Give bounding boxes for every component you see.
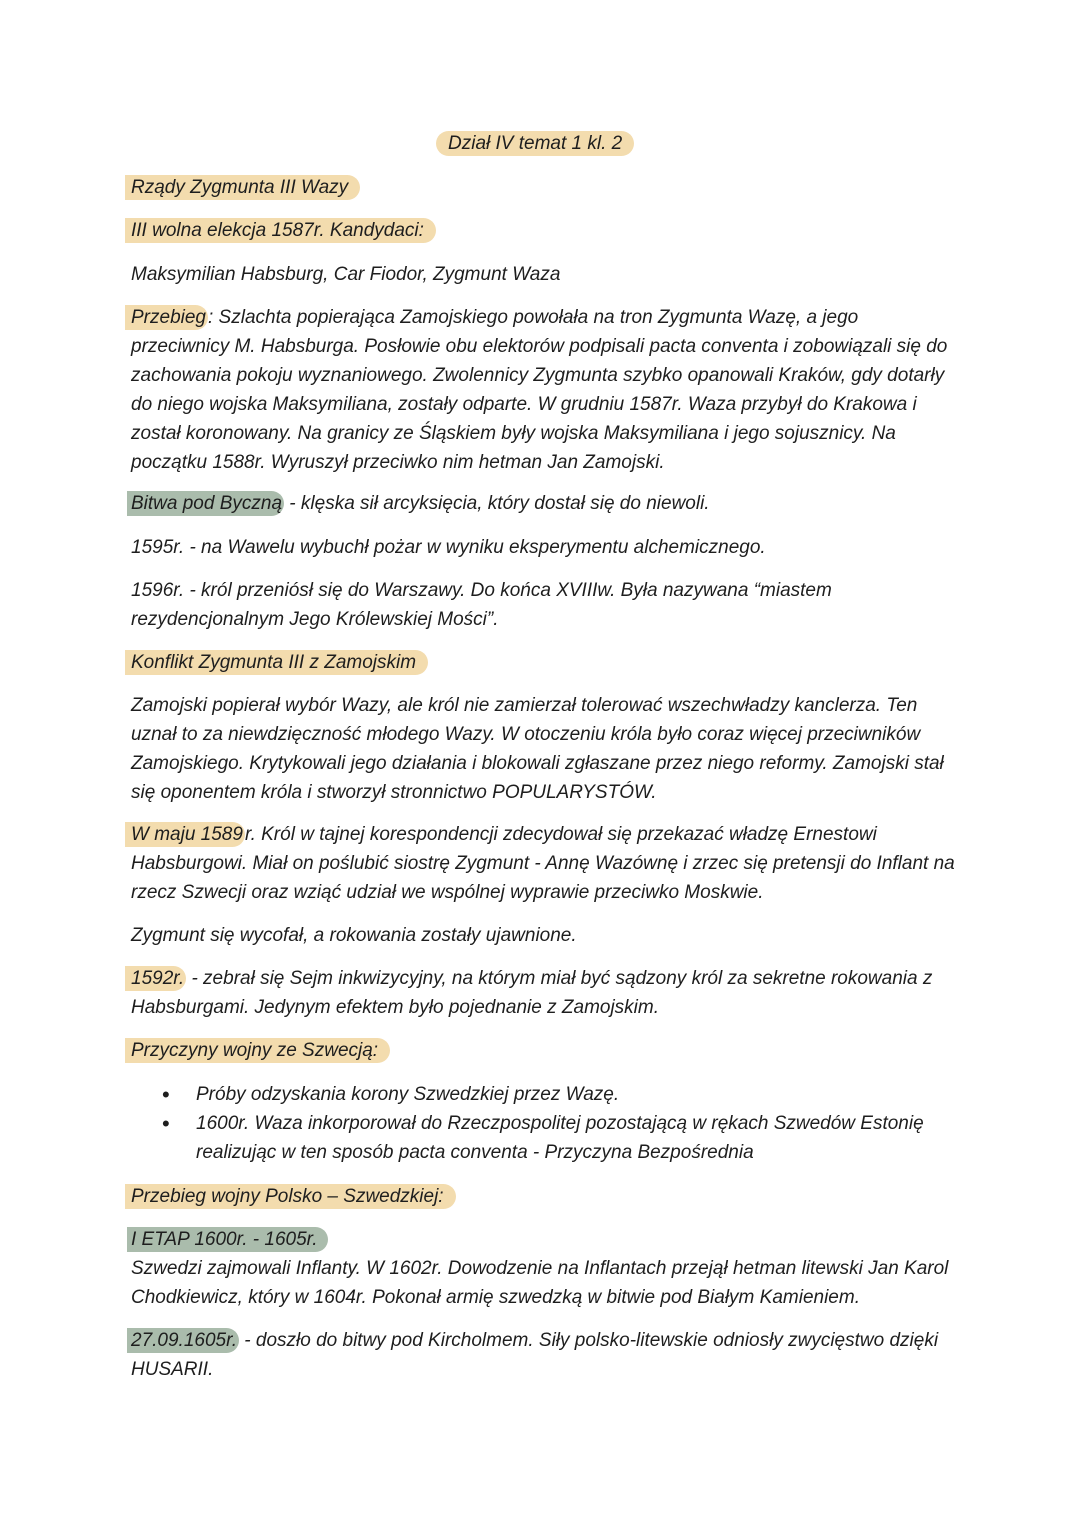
wycofal-paragraph: Zygmunt się wycofał, a rokowania zostały ujawnione.	[131, 925, 577, 946]
maj1589-text: r. Król w tajnej korespondencji zdecydował się przekazać władzę Ernestowi Habsburgowi. Miał on poślubić siostrę Zygmunt - Annę Wazównę i zrzec się pretensji do Inflant na rzecz Szwecji oraz wziąć udział we wspólnej wyprawie przeciwko Moskwie.	[131, 824, 955, 903]
heading-przyczyny	[131, 1036, 961, 1065]
konflikt-paragraph: Zamojski popierał wybór Wazy, ale król nie zamierzał tolerować wszechwładzy kanclerza. Ten uznał to za niewdzięczność młodego Wazy. W otoczeniu króla było coraz więcej przeciwników Zamojskiego. Krytykowali jego działania i blokowali zgłaszane przez niego reformy. Zamojski stał się oponentem króla i stworzył stronnictwo POPULARYSTÓW.	[131, 695, 944, 803]
heading-konflikt-text: Konflikt Zygmunta III z Zamojskim	[125, 650, 428, 675]
p1592-paragraph	[131, 964, 961, 1022]
heading-elekcja-text: III wolna elekcja 1587r. Kandydaci:	[125, 218, 436, 243]
heading-rzady	[131, 173, 961, 202]
title-highlight: Dział IV temat 1 kl. 2	[436, 131, 634, 156]
kircholm-paragraph	[131, 1326, 961, 1384]
list-item: • Próby odzyskania korony Szwedzkiej przez Wazę.	[160, 1080, 940, 1109]
przebieg-paragraph	[131, 303, 961, 477]
heading-przebieg-wojny-text: Przebieg wojny Polsko – Szwedzkiej:	[125, 1184, 456, 1209]
heading-etap1	[131, 1225, 961, 1254]
list-item: • 1600r. Waza inkorporował do Rzeczpospolitej pozostającą w rękach Szwedów Estonię realizując w ten sposób pacta conventa - Przyczyna Bezpośrednia	[160, 1109, 940, 1167]
byczyna-label: Bitwa pod Byczną	[127, 491, 284, 516]
heading-przyczyny-text: Przyczyny wojny ze Szwecją:	[125, 1038, 390, 1063]
candidates-paragraph: Maksymilian Habsburg, Car Fiodor, Zygmunt Waza	[131, 264, 561, 285]
etap1-paragraph: Szwedzi zajmowali Inflanty. W 1602r. Dowodzenie na Inflantach przejął hetman litewski Jan Karol Chodkiewicz, który w 1604r. Pokonał armię szwedzką w bitwie pod Białym Kamieniem.	[131, 1258, 949, 1308]
heading-konflikt	[131, 648, 961, 677]
byczyna-paragraph	[131, 489, 961, 518]
byczyna-text: - klęska sił arcyksięcia, który dostał się do niewoli.	[284, 493, 710, 514]
przebieg-text: : Szlachta popierająca Zamojskiego powołała na tron Zygmunta Wazę, a jego przeciwnicy M. Habsburga. Posłowie obu elektorów podpisali pacta conventa i zobowiązali się do zachowania pokoju wyznaniowego. Zwolennicy Zygmunta szybko opanowali Kraków, gdy dotarły do niego wojska Maksymiliana, zostały odparte. W grudniu 1587r. Waza przybył do Krakowa i został koronowany. Na granicy ze Śląskiem były wojska Maksymiliana i jego sojusznicy. Na początku 1588r. Wyruszył przeciwko nim hetman Jan Zamojski.	[131, 307, 948, 473]
przebieg-label: Przebieg	[125, 305, 208, 330]
p1595-paragraph: 1595r. - na Wawelu wybuchł pożar w wyniku eksperymentu alchemicznego.	[131, 537, 766, 558]
heading-rzady-text: Rządy Zygmunta III Wazy	[125, 175, 360, 200]
p1596-paragraph: 1596r. - król przeniósł się do Warszawy. Do końca XVIIIw. Była nazywana “miastem rezydencjonalnym Jego Królewskiej Mości”.	[131, 580, 832, 630]
heading-przebieg-wojny	[131, 1182, 961, 1211]
kircholm-text: - doszło do bitwy pod Kircholmem. Siły polsko-litewskie odniosły zwycięstwo dzięki HUSARII.	[131, 1330, 939, 1380]
page-title	[436, 130, 634, 158]
p1592-text: - zebrał się Sejm inkwizycyjny, na którym miał być sądzony król za sekretne rokowania z Habsburgami. Jedynym efektem było pojednanie z Zamojskim.	[131, 968, 933, 1018]
p1592-label: 1592r.	[125, 966, 186, 991]
heading-etap1-text: I ETAP 1600r. - 1605r.	[127, 1227, 328, 1252]
heading-elekcja	[131, 216, 961, 245]
maj1589-paragraph	[131, 820, 961, 907]
maj1589-label: W maju 1589	[125, 822, 245, 847]
przyczyny-list	[160, 1080, 940, 1167]
kircholm-label: 27.09.1605r.	[127, 1328, 239, 1353]
